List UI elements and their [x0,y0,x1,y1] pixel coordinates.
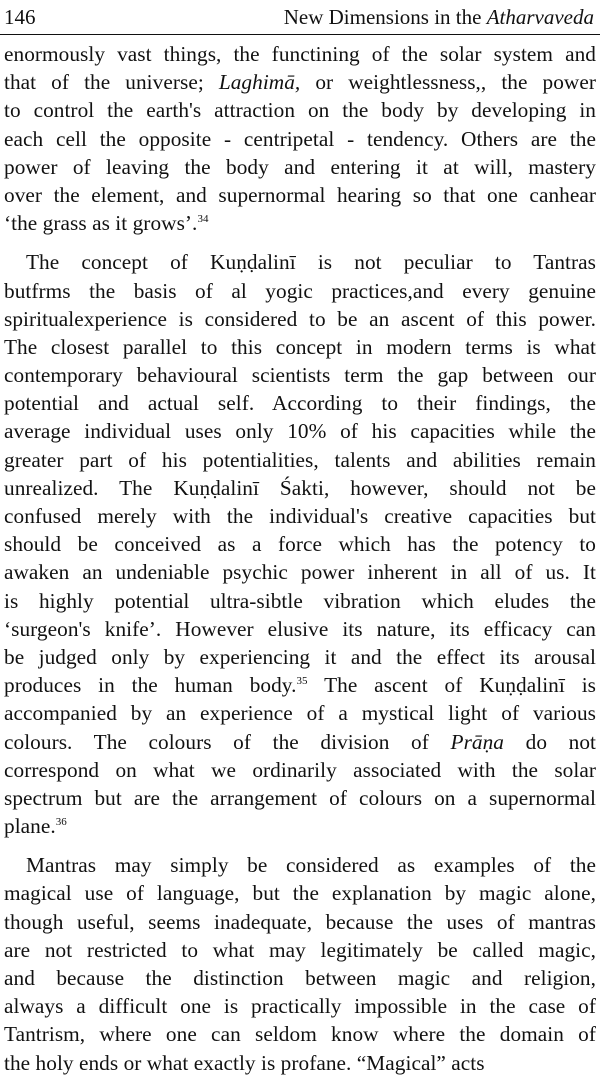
text-line: contemporary behavioural scientists term the gap between our [4,363,596,388]
paragraph-gap [4,840,596,851]
text-line: spectrum but are the arrangement of colours on a supernormal [4,785,596,810]
text-line: ‘the grass as it grows’.$^{34}$ [4,211,209,236]
text-line: are not restricted to what may legitimately be called magic, [4,937,596,962]
running-head-italic: Atharvaveda [486,5,594,29]
text-line: unrealized. The Kuṇḍalinī Śakti, however, should not be [4,475,596,500]
footnote-marker: 36 [55,816,67,829]
text-line: plane.$^{36}$ [4,814,67,839]
text-line: The concept of Kuṇḍalinī is not peculiar to Tantras [26,250,596,275]
text-line: average individual uses only 10% of his capacities while the [4,419,596,444]
text-line: potential and actual self. According to their findings, the [4,391,596,416]
text-line: ‘surgeon's knife’. However elusive its nature, its efficacy can [4,616,596,641]
text-line: The closest parallel to this concept in modern terms is what [4,334,596,359]
text-line: Tantrism, where one can seldom know where the domain of [4,1022,596,1047]
text-line: spiritualexperience is considered to be an ascent of this power. [4,306,596,331]
paragraph [4,40,596,237]
text-line: be judged only by experiencing it and the effect its arousal [4,644,596,669]
text-line: always a difficult one is practically impossible in the case of [4,994,596,1019]
running-head [284,4,594,30]
text-line: that of the universe; Laghimā, or weightlessness,, the power [4,70,597,95]
text-line: enormously vast things, the functining of the solar system and [4,42,596,66]
text-line: Mantras may simply be considered as examples of the [26,853,596,878]
text-line: butfrms the basis of al yogic practices,and every genuine [4,278,596,303]
text-line: awaken an undeniable psychic power inherent in all of us. It [4,560,596,585]
text-line: is highly potential ultra-sibtle vibration which eludes the [4,588,596,613]
text-line: the holy ends or what exactly is profane. “Magical” acts [4,1050,485,1075]
text-line: and because the distinction between magic and religion, [4,966,596,990]
footnote-marker: 34 [197,213,209,226]
footnote-marker: 35 [296,675,308,688]
text-line: confused merely with the individual's creative capacities but [4,504,596,528]
text-line: over the element, and supernormal hearing so that one canhear [4,182,596,207]
text-line: greater part of his potentialities, talents and abilities remain [4,447,596,472]
text-line: produces in the human body.$^{35}$ The ascent of Kuṇḍalinī is [4,673,596,698]
paragraph [4,248,596,840]
text-line: correspond on what we ordinarily associated with the solar [4,757,596,782]
text-line: should be conceived as a force which has the potency to [4,532,596,557]
text-line: colours. The colours of the division of Prāṇa do not [4,729,597,754]
text-line: each cell the opposite - centripetal - tendency. Others are the [4,126,596,151]
page-number: 146 [4,5,36,29]
paragraph [4,851,596,1077]
text-line: to control the earth's attraction on the body by developing in [4,98,596,123]
text-line: accompanied by an experience of a mystical light of various [4,701,596,726]
paragraph-gap [4,237,596,248]
body-text [4,40,596,1077]
text-line: magical use of language, but the explanation by magic alone, [4,881,596,906]
text-line: though useful, seems inadequate, because the uses of mantras [4,909,596,934]
page-header [0,4,600,35]
running-head-prefix: New Dimensions in the [283,5,487,29]
text-line: power of leaving the body and entering it at will, mastery [4,154,596,179]
